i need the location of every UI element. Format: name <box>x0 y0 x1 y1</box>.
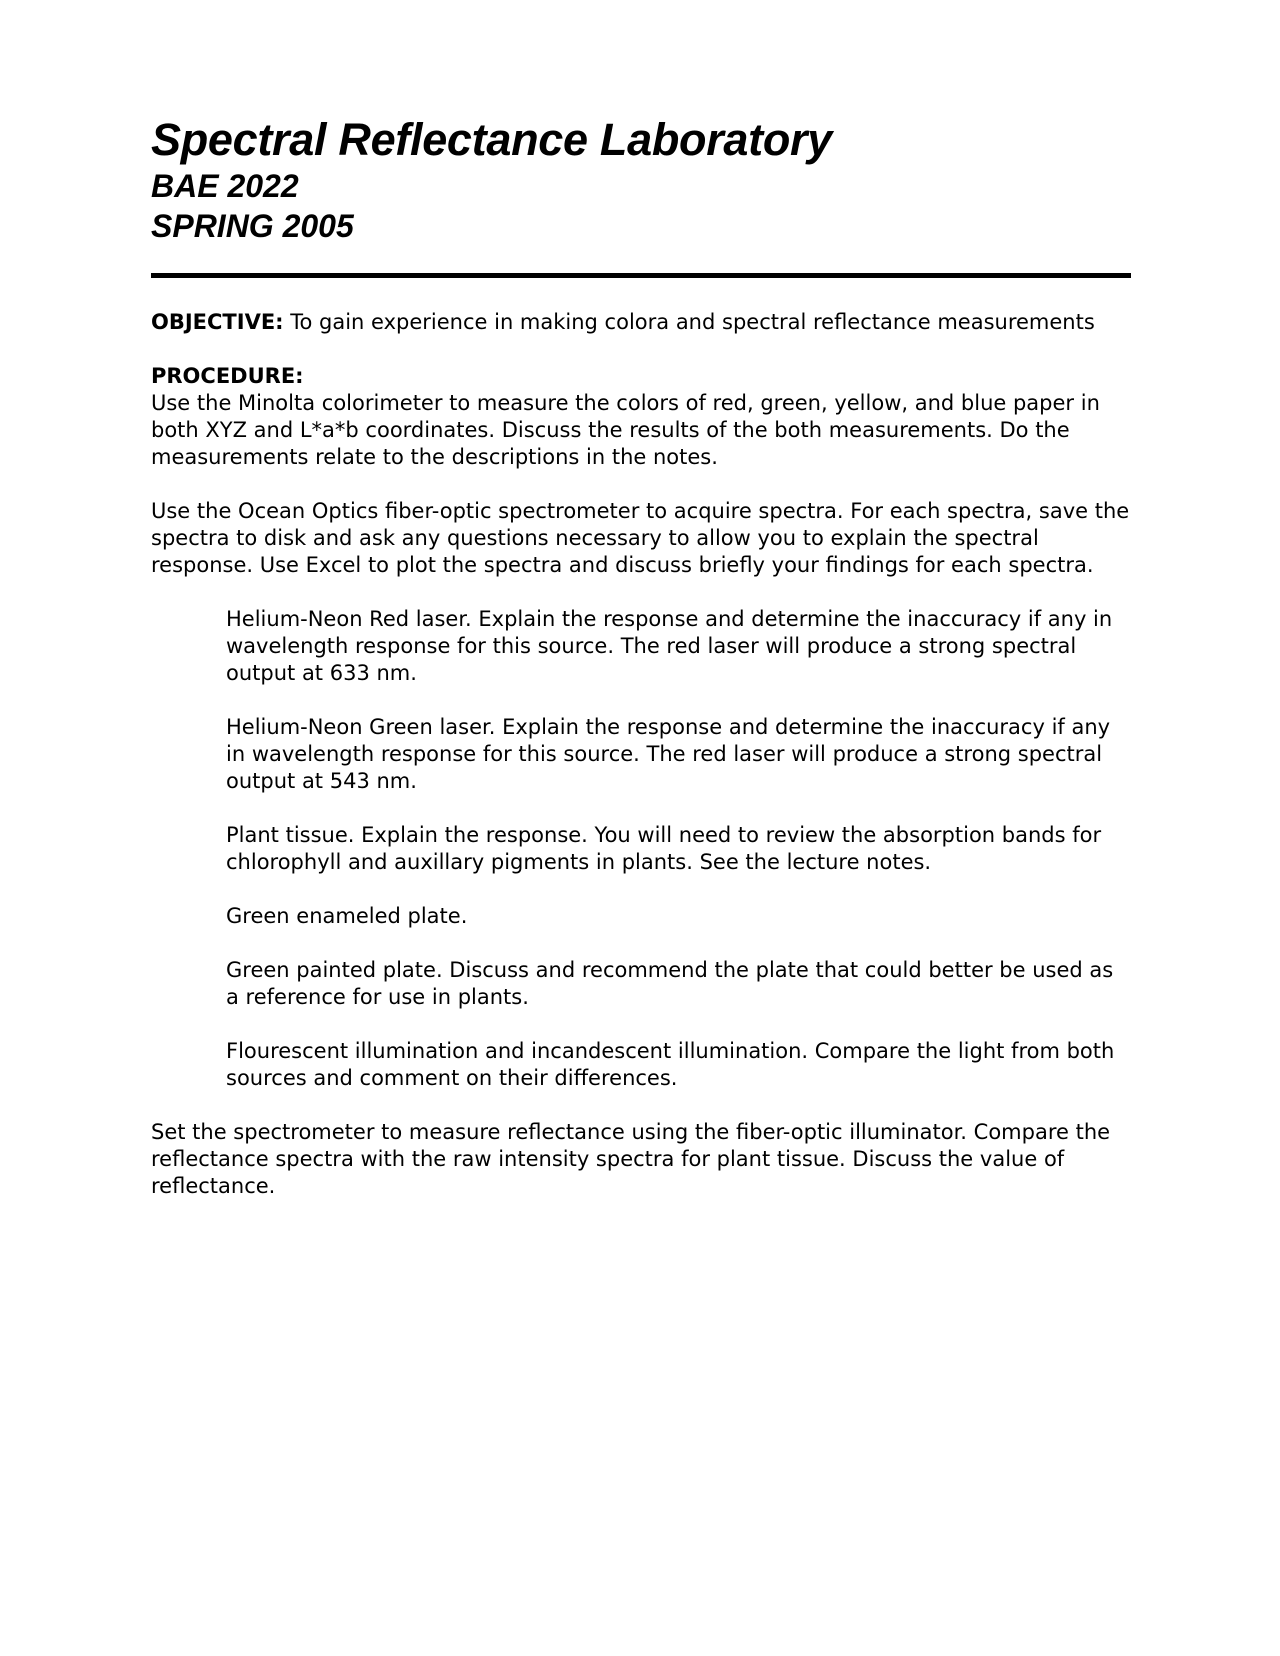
objective-label: OBJECTIVE: <box>151 310 284 334</box>
procedure-item-red-laser: Helium-Neon Red laser. Explain the response and determine the inaccuracy if any in wavelength response for this source. The red laser will produce a strong spectral output at 633 nm. <box>226 607 1113 685</box>
procedure-item-painted-plate: Green painted plate. Discuss and recommend the plate that could better be used as a reference for use in plants. <box>226 958 1114 1009</box>
procedure-paragraph-spectrometer: Use the Ocean Optics fiber-optic spectrometer to acquire spectra. For each spectra, save the spectra to disk and ask any questions necessary to allow you to explain the spectral response. Use Excel to plot the spectra and discuss briefly your findings for each spectra. <box>151 499 1130 577</box>
horizontal-rule <box>151 273 1131 278</box>
objective-text: To gain experience in making colora and spectral reflectance measurements <box>283 310 1095 334</box>
procedure-paragraph-colorimeter: Use the Minolta colorimeter to measure the colors of red, green, yellow, and blue paper in both XYZ and L*a*b coordinates. Discuss the results of the both measurements. Do the measurements relate to the descriptions in the notes. <box>151 391 1100 469</box>
procedure-heading: PROCEDURE: <box>151 364 304 388</box>
procedure-paragraph-reflectance: Set the spectrometer to measure reflectance using the fiber-optic illuminator. Compare the reflectance spectra with the raw intensity spectra for plant tissue. Discuss the value of reflectance. <box>151 1120 1111 1198</box>
document-title: Spectral Reflectance Laboratory <box>151 114 832 165</box>
objective-paragraph <box>151 309 1131 336</box>
course-code: BAE 2022 <box>151 168 299 204</box>
procedure-item-illumination: Flourescent illumination and incandescent illumination. Compare the light from both sources and comment on their differences. <box>226 1039 1115 1090</box>
document-page <box>151 114 1131 1200</box>
term: SPRING 2005 <box>151 208 354 244</box>
procedure-item-green-laser: Helium-Neon Green laser. Explain the response and determine the inaccuracy if any in wavelength response for this source. The red laser will produce a strong spectral output at 543 nm. <box>226 715 1111 793</box>
procedure-item-enameled-plate: Green enameled plate. <box>226 904 468 928</box>
procedure-item-plant-tissue: Plant tissue. Explain the response. You will need to review the absorption bands for chlorophyll and auxillary pigments in plants. See the lecture notes. <box>226 823 1102 874</box>
